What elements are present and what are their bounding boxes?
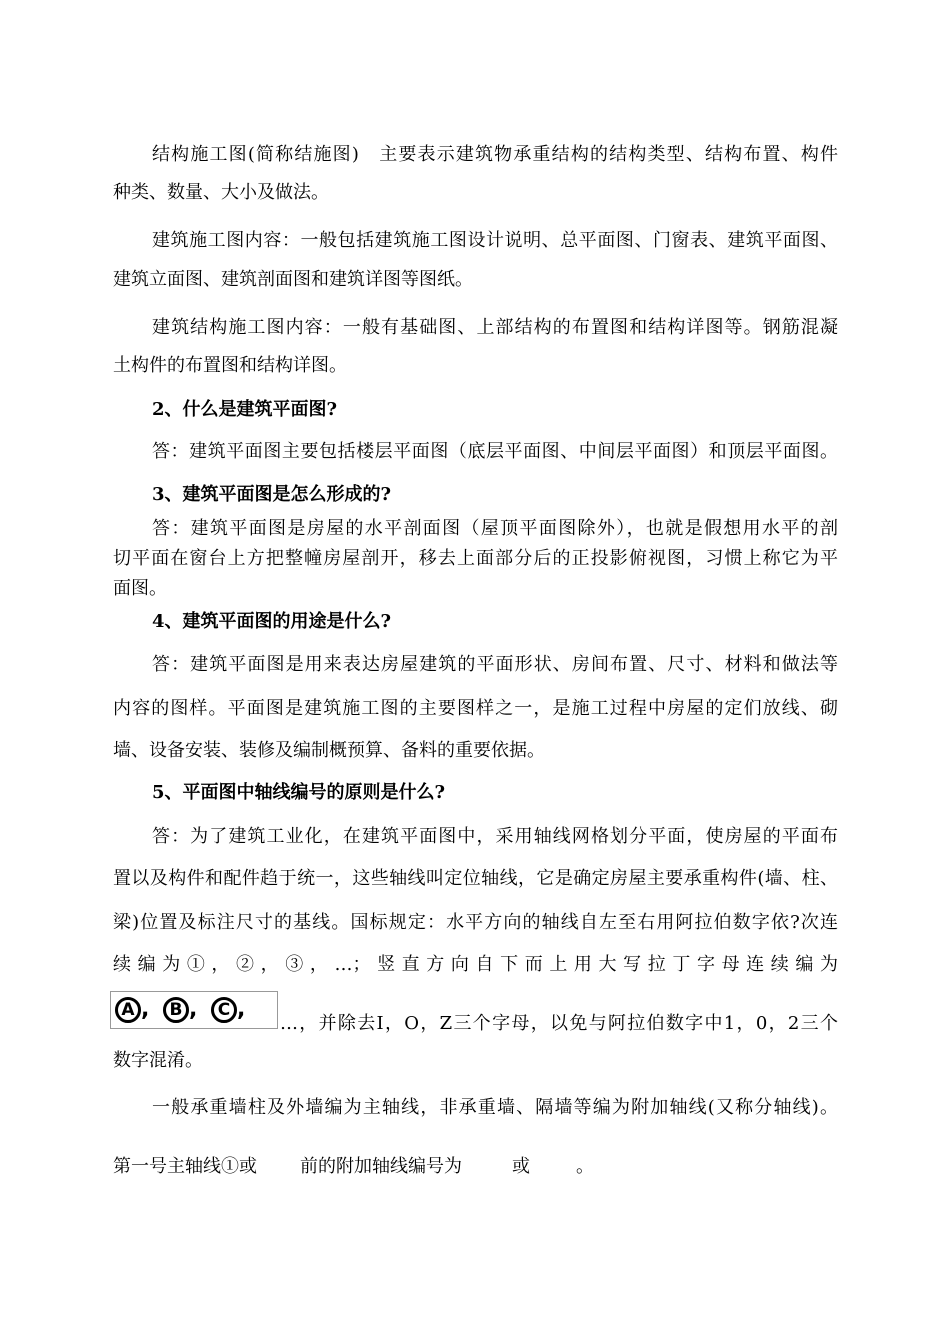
question-3: 3、建筑平面图是怎么形成的? (152, 484, 392, 505)
answer-4-line1: 答：建筑平面图是用来表达房屋建筑的平面形状、房间布置、尺寸、材料和做法等 (152, 654, 838, 675)
answer-3-line2: 切平面在窗台上方把整幢房屋剖开，移去上面部分后的正投影俯视图，习惯上称它为平 (113, 548, 838, 569)
answer-5-line1: 答：为了建筑工业化，在建筑平面图中，采用轴线网格划分平面，使房屋的平面布 (152, 826, 838, 847)
question-2: 2、什么是建筑平面图? (152, 399, 338, 420)
para-axis-number-part1: 第一号主轴线①或 (113, 1156, 257, 1177)
answer-4-line3: 墙、设备安装、装修及编制概预算、备料的重要依据。 (113, 740, 545, 761)
answer-4-line2: 内容的图样。平面图是建筑施工图的主要图样之一，是施工过程中房屋的定们放线、砌 (113, 698, 838, 719)
para-structural-content-line1: 建筑结构施工图内容：一般有基础图、上部结构的布置图和结构详图等。钢筋混凝 (152, 317, 838, 338)
para-structural-content-line2: 土构件的布置图和结构详图。 (113, 355, 347, 376)
circled-letter-c: C (211, 997, 237, 1023)
circled-letters-image (110, 991, 278, 1029)
circled-letter-a: A (115, 997, 141, 1023)
circled-separator-3: , (237, 997, 246, 1022)
answer-5-line5: …，并除去I，O，Z三个字母，以免与阿拉伯数字中1，0，2三个 (280, 1013, 838, 1034)
answer-5-line2: 置以及构件和配件趋于统一，这些轴线叫定位轴线，它是确定房屋主要承重构件(墙、柱、 (113, 868, 838, 889)
answer-3-line1: 答：建筑平面图是房屋的水平剖面图（屋顶平面图除外），也就是假想用水平的剖 (152, 518, 838, 539)
para-structural-drawing-line1: 结构施工图(简称结施图) 主要表示建筑物承重结构的结构类型、结构布置、构件 (152, 144, 838, 165)
answer-3-line3: 面图。 (113, 578, 167, 599)
circled-separator-2: , (189, 997, 198, 1022)
answer-5-line3: 梁)位置及标注尺寸的基线。国标规定：水平方向的轴线自左至右用阿拉伯数字依?次连 (113, 912, 838, 933)
circled-letter-b: B (163, 997, 189, 1023)
para-structural-drawing-line2: 种类、数量、大小及做法。 (113, 182, 329, 203)
para-architectural-content-line1: 建筑施工图内容：一般包括建筑施工图设计说明、总平面图、门窗表、建筑平面图、 (152, 230, 838, 251)
answer-5-line4: 续编为①，②，③，…；竖直方向自下而上用大写拉丁字母连续编为 (113, 954, 838, 975)
para-architectural-content-line2: 建筑立面图、建筑剖面图和建筑详图等图纸。 (113, 269, 473, 290)
answer-5-line6: 数字混淆。 (113, 1050, 203, 1071)
answer-2: 答：建筑平面图主要包括楼层平面图（底层平面图、中间层平面图）和顶层平面图。 (152, 441, 838, 462)
para-axis-number-part2: 前的附加轴线编号为 (300, 1156, 462, 1177)
circled-separator-1: , (141, 997, 150, 1022)
question-4: 4、建筑平面图的用途是什么? (152, 611, 392, 632)
para-axis-number-part3: 或 (512, 1156, 530, 1177)
para-axis-number-part4: 。 (576, 1156, 594, 1177)
question-5: 5、平面图中轴线编号的原则是什么? (152, 782, 446, 803)
para-main-axis: 一般承重墙柱及外墙编为主轴线，非承重墙、隔墙等编为附加轴线(又称分轴线)。 (152, 1097, 838, 1118)
